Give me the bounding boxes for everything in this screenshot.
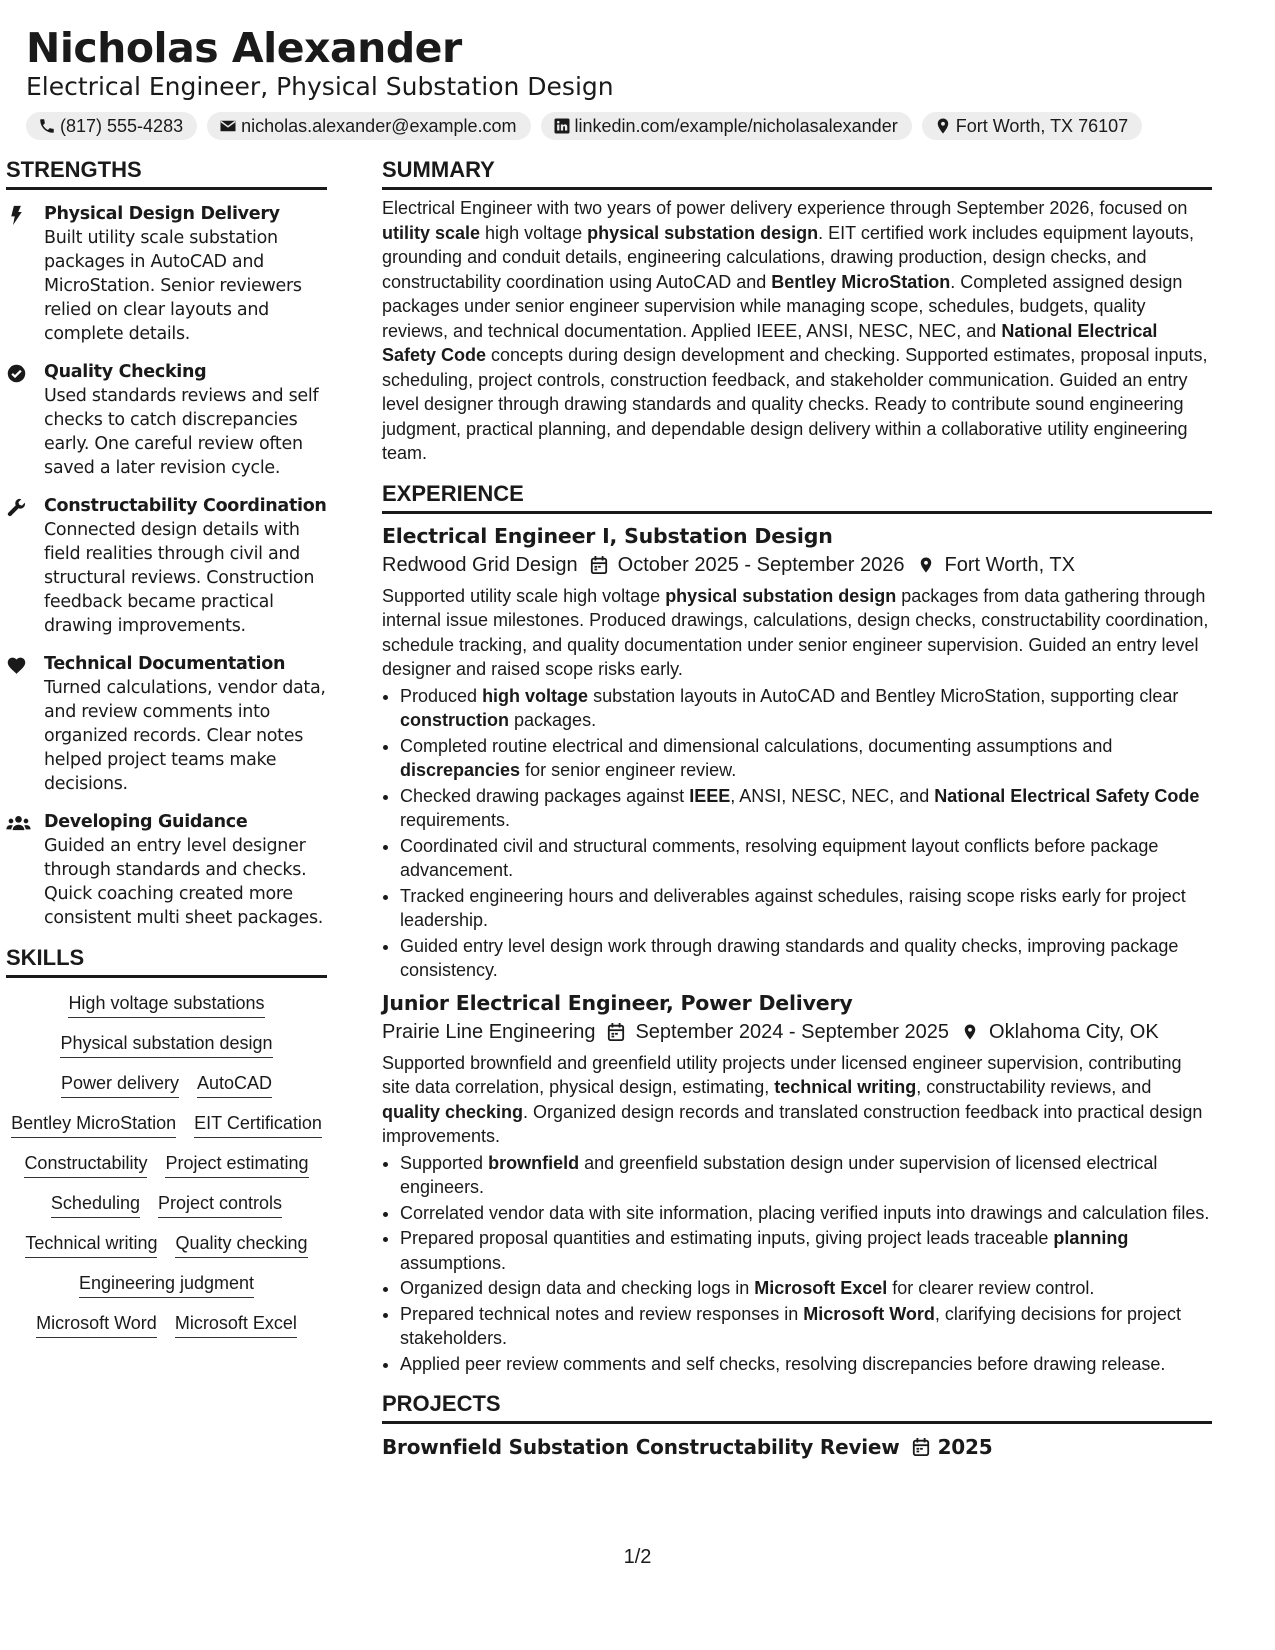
text-run: Guided entry level design work through drawing standards and quality checks, improving package consistency. <box>400 935 1179 980</box>
project-year: 2025 <box>937 1435 993 1459</box>
phone-icon <box>38 117 56 135</box>
map-pin-icon <box>934 117 952 135</box>
job-bullet <box>400 1352 1212 1377</box>
job-title: Junior Electrical Engineer, Power Delivery <box>382 990 853 1015</box>
bolt-icon <box>6 205 27 226</box>
bold-text: National Electrical Safety Code <box>934 785 1200 806</box>
skill-chip: Scheduling <box>51 1192 140 1218</box>
right-column <box>382 156 1212 1462</box>
job-bullets <box>382 1151 1212 1377</box>
job-bullet <box>400 834 1212 883</box>
heart-icon <box>6 655 27 676</box>
text-run: Supported brownfield and greenfield utility projects under licensed engineer supervision, contributing site data correlation, physical design, estimating, <box>382 1052 1182 1097</box>
contact-linkedin[interactable] <box>541 112 912 140</box>
resume-header <box>26 22 1246 140</box>
contact-location[interactable] <box>922 112 1142 140</box>
text-run: Supported <box>400 1152 489 1173</box>
text-run: Prepared proposal quantities and estimating inputs, giving project leads traceable <box>400 1228 1054 1248</box>
job-dates: October 2025 - September 2026 <box>617 553 905 576</box>
job-company: Redwood Grid Design <box>382 553 578 576</box>
skill-chip: Microsoft Word <box>36 1312 157 1338</box>
contact-email-text: nicholas.alexander@example.com <box>241 115 517 136</box>
job-bullets <box>382 684 1212 983</box>
calendar-icon <box>607 1022 625 1042</box>
text-run: , ANSI, NESC, NEC, and <box>730 785 935 806</box>
skill-chip: Project controls <box>158 1192 282 1218</box>
strength-item <box>6 202 327 346</box>
skill-chip: Microsoft Excel <box>175 1312 297 1338</box>
strength-desc: Connected design details with field realities through civil and structural reviews. Construction feedback became practical drawing improvements. <box>44 520 315 636</box>
bold-text: National Electrical Safety Code <box>382 320 1158 365</box>
job-bullet <box>400 684 1212 733</box>
text-run: Correlated vendor data with site information, placing verified inputs into drawings and calculation files. <box>400 1202 1210 1223</box>
text-run: , constructability reviews, and <box>916 1077 1152 1097</box>
strengths-heading: STRENGTHS <box>6 156 327 190</box>
job-bullet <box>400 1276 1212 1301</box>
contact-bar <box>26 112 1246 140</box>
text-run: Produced <box>400 685 483 706</box>
text-run: requirements. <box>400 810 511 830</box>
bold-text: planning <box>1053 1228 1129 1248</box>
skill-chip: Engineering judgment <box>79 1272 254 1298</box>
bold-text: high voltage <box>482 685 589 706</box>
strength-desc: Built utility scale substation packages in AutoCAD and MicroStation. Senior reviewers relied on clear layouts and complete details. <box>44 228 302 344</box>
strength-title: Quality Checking <box>44 362 207 382</box>
strength-title: Constructability Coordination <box>44 496 327 516</box>
skill-chip: Quality checking <box>175 1232 307 1258</box>
candidate-name: Nicholas Alexander <box>26 24 462 72</box>
text-run: concepts during design development and checking. Supported estimates, proposal inputs, scheduling, project controls, construction feedback, and stakeholder communication. Guided an entry level designer through drawing standards and quality checks. Ready to contribute sound engineering judgment, practical planning, and dependable design delivery within a collaborative utility engineering team. <box>382 345 1208 463</box>
calendar-icon <box>590 555 608 575</box>
skill-chip: AutoCAD <box>197 1072 272 1098</box>
skills-list <box>6 992 327 1338</box>
text-run: Electrical Engineer with two years of power delivery experience through September 2026, focused on <box>382 198 1188 218</box>
bold-text: discrepancies <box>400 760 521 780</box>
strength-item <box>6 810 327 930</box>
text-run: . Organized design records and translated construction feedback into practical design improvements. <box>382 1101 1203 1146</box>
job-dates: September 2024 - September 2025 <box>635 1020 950 1043</box>
resume-body <box>6 156 1220 1462</box>
skill-chip: EIT Certification <box>194 1112 322 1138</box>
job-bullet <box>400 1302 1212 1351</box>
strength-title: Physical Design Delivery <box>44 204 280 224</box>
bold-text: physical substation design <box>587 222 819 243</box>
text-run: for clearer review control. <box>887 1278 1095 1298</box>
text-run: Checked drawing packages against <box>400 785 690 806</box>
text-run: Coordinated civil and structural comments, resolving equipment layout conflicts before package advancement. <box>400 835 1159 880</box>
strength-title: Technical Documentation <box>44 654 286 674</box>
skill-chip: Bentley MicroStation <box>11 1112 176 1138</box>
text-run: and greenfield substation design under supervision of licensed electrical engineers. <box>400 1152 1158 1197</box>
bold-text: construction <box>400 710 510 730</box>
job-bullet <box>400 884 1212 933</box>
strengths-list <box>6 202 327 930</box>
text-run: packages from data gathering through internal issue milestones. Produced drawings, calculations, design checks, constructability coordination, schedule tracking, and quality documentation under senior engineer supervision. Guided an entry level designer and raised scope risks early. <box>382 585 1209 679</box>
bold-text: Microsoft Excel <box>754 1278 888 1298</box>
contact-phone-text: (817) 555-4283 <box>60 115 184 136</box>
contact-email[interactable] <box>207 112 530 140</box>
map-pin-icon <box>961 1022 979 1042</box>
strength-item <box>6 494 327 638</box>
linkedin-icon <box>553 117 571 135</box>
job-bullet <box>400 934 1212 983</box>
contact-location-text: Fort Worth, TX 76107 <box>955 115 1129 136</box>
skill-chip: Power delivery <box>61 1072 179 1098</box>
bold-text: physical substation design <box>665 585 897 606</box>
check-circle-icon <box>6 363 27 384</box>
text-run: high voltage <box>480 222 588 243</box>
strength-item <box>6 360 327 480</box>
bold-text: utility scale <box>382 222 481 243</box>
strength-item <box>6 652 327 796</box>
job-meta <box>382 1017 1212 1047</box>
projects-heading: PROJECTS <box>382 1390 1212 1424</box>
job-entry <box>382 522 1212 983</box>
strength-desc: Guided an entry level designer through standards and checks. Quick coaching created more consistent multi sheet packages. <box>44 836 324 928</box>
job-bullet <box>400 1201 1212 1226</box>
bold-text: Bentley MicroStation <box>771 271 951 292</box>
text-run: , clarifying decisions for project stakeholders. <box>400 1303 1182 1348</box>
strength-title: Developing Guidance <box>44 812 248 832</box>
job-description <box>382 584 1212 682</box>
job-bullet <box>400 1226 1212 1275</box>
contact-phone[interactable] <box>26 112 197 140</box>
users-icon <box>6 813 31 834</box>
text-run: substation layouts in AutoCAD and Bentley MicroStation, supporting clear <box>588 685 1179 706</box>
bold-text: technical writing <box>774 1077 917 1097</box>
page-number: 1/2 <box>623 1546 652 1568</box>
summary-text <box>382 196 1212 466</box>
text-run: Supported utility scale high voltage <box>382 585 666 606</box>
skills-heading: SKILLS <box>6 944 327 978</box>
job-company: Prairie Line Engineering <box>382 1020 596 1043</box>
job-title: Electrical Engineer I, Substation Design <box>382 523 833 548</box>
project-title: Brownfield Substation Constructability Review <box>382 1435 900 1459</box>
project-entry <box>382 1432 1212 1462</box>
text-run: for senior engineer review. <box>520 760 737 780</box>
skill-chip: Physical substation design <box>60 1032 272 1058</box>
experience-heading: EXPERIENCE <box>382 480 1212 514</box>
text-run: Completed routine electrical and dimensional calculations, documenting assumptions and <box>400 735 1113 756</box>
job-meta <box>382 550 1212 580</box>
job-location: Oklahoma City, OK <box>989 1020 1159 1043</box>
skill-chip: Project estimating <box>165 1152 308 1178</box>
job-bullet <box>400 1151 1212 1200</box>
contact-linkedin-text: linkedin.com/example/nicholasalexander <box>574 115 898 136</box>
bold-text: brownfield <box>488 1152 580 1173</box>
job-bullet <box>400 784 1212 833</box>
summary-heading: SUMMARY <box>382 156 1212 190</box>
text-run: Organized design data and checking logs in <box>400 1278 755 1298</box>
envelope-icon <box>219 117 237 135</box>
skill-chip: Technical writing <box>25 1232 157 1258</box>
calendar-icon <box>912 1437 930 1457</box>
bold-text: Microsoft Word <box>803 1303 935 1324</box>
text-run: Prepared technical notes and review responses in <box>400 1303 804 1324</box>
skill-chip: High voltage substations <box>68 992 264 1018</box>
strength-desc: Turned calculations, vendor data, and review comments into organized records. Clear notes helped project teams make decisions. <box>44 678 326 794</box>
candidate-title: Electrical Engineer, Physical Substation Design <box>26 72 614 101</box>
job-entry <box>382 989 1212 1377</box>
text-run: . Completed assigned design packages under senior engineer supervision while managing scope, schedules, budgets, quality reviews, and technical documentation. Applied IEEE, ANSI, NESC, NEC, and <box>382 271 1183 341</box>
job-location: Fort Worth, TX <box>944 553 1075 576</box>
strength-desc: Used standards reviews and self checks to catch discrepancies early. One careful review often saved a later revision cycle. <box>44 386 319 478</box>
map-pin-icon <box>917 555 935 575</box>
text-run: assumptions. <box>400 1252 507 1273</box>
wrench-icon <box>6 497 27 518</box>
text-run: packages. <box>509 710 597 730</box>
bold-text: quality checking <box>382 1101 524 1122</box>
job-description <box>382 1051 1212 1149</box>
text-run: Tracked engineering hours and deliverables against schedules, raising scope risks early for project leadership. <box>400 885 1186 930</box>
text-run: . EIT certified work includes equipment layouts, grounding and conduit details, engineering calculations, drawing production, design checks, and constructability coordination using AutoCAD and <box>382 222 1195 292</box>
bold-text: IEEE <box>689 785 731 806</box>
text-run: Applied peer review comments and self checks, resolving discrepancies before drawing release. <box>400 1353 1166 1374</box>
job-bullet <box>400 734 1212 783</box>
left-column <box>6 156 327 1462</box>
skill-chip: Constructability <box>24 1152 147 1178</box>
